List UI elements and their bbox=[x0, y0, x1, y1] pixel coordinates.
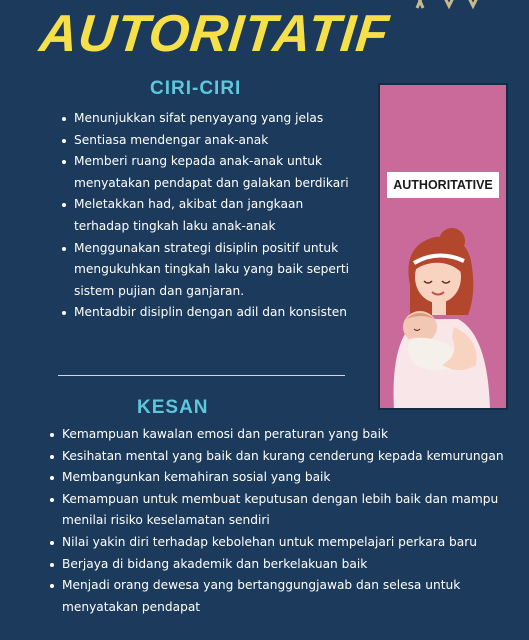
mother-holding-baby-illustration bbox=[380, 215, 506, 410]
list-item: Sentiasa mendengar anak-anak bbox=[62, 130, 352, 152]
list-item: Memberi ruang kepada anak-anak untuk menyatakan pendapat dan galakan berdikari bbox=[62, 151, 352, 194]
list-item: Mentadbir disiplin dengan adil dan konsisten bbox=[62, 302, 352, 324]
list-item: Menunjukkan sifat penyayang yang jelas bbox=[62, 108, 352, 130]
list-item: Menjadi orang dewesa yang bertanggungjawab dan selesa untuk menyatakan pendapat bbox=[50, 575, 520, 618]
decorative-figures-icon bbox=[409, 0, 489, 10]
image-label: AUTHORITATIVE bbox=[387, 172, 499, 198]
kesan-heading: KESAN bbox=[137, 397, 209, 418]
page-title: AUTORITATIF bbox=[36, 5, 393, 63]
list-item: Meletakkan had, akibat dan jangkaan terhadap tingkah laku anak-anak bbox=[62, 194, 352, 237]
ciri-ciri-list bbox=[62, 108, 352, 324]
list-item: Kemampuan kawalan emosi dan peraturan yang baik bbox=[50, 424, 520, 446]
list-item: Nilai yakin diri terhadap kebolehan untuk mempelajari perkara baru bbox=[50, 532, 520, 554]
list-item: Berjaya di bidang akademik dan berkelakuan baik bbox=[50, 554, 520, 576]
list-item: Menggunakan strategi disiplin positif untuk mengukuhkan tingkah laku yang baik seperti sistem pujian dan ganjaran. bbox=[62, 238, 352, 303]
ciri-ciri-heading: CIRI-CIRI bbox=[150, 78, 242, 99]
section-divider bbox=[58, 375, 345, 376]
kesan-list bbox=[50, 424, 520, 618]
list-item: Kesihatan mental yang baik dan kurang cenderung kepada kemurungan bbox=[50, 446, 520, 468]
list-item: Membangunkan kemahiran sosial yang baik bbox=[50, 467, 520, 489]
list-item: Kemampuan untuk membuat keputusan dengan lebih baik dan mampu menilai risiko keselamatan sendiri bbox=[50, 489, 520, 532]
authoritative-illustration-panel bbox=[378, 83, 508, 410]
